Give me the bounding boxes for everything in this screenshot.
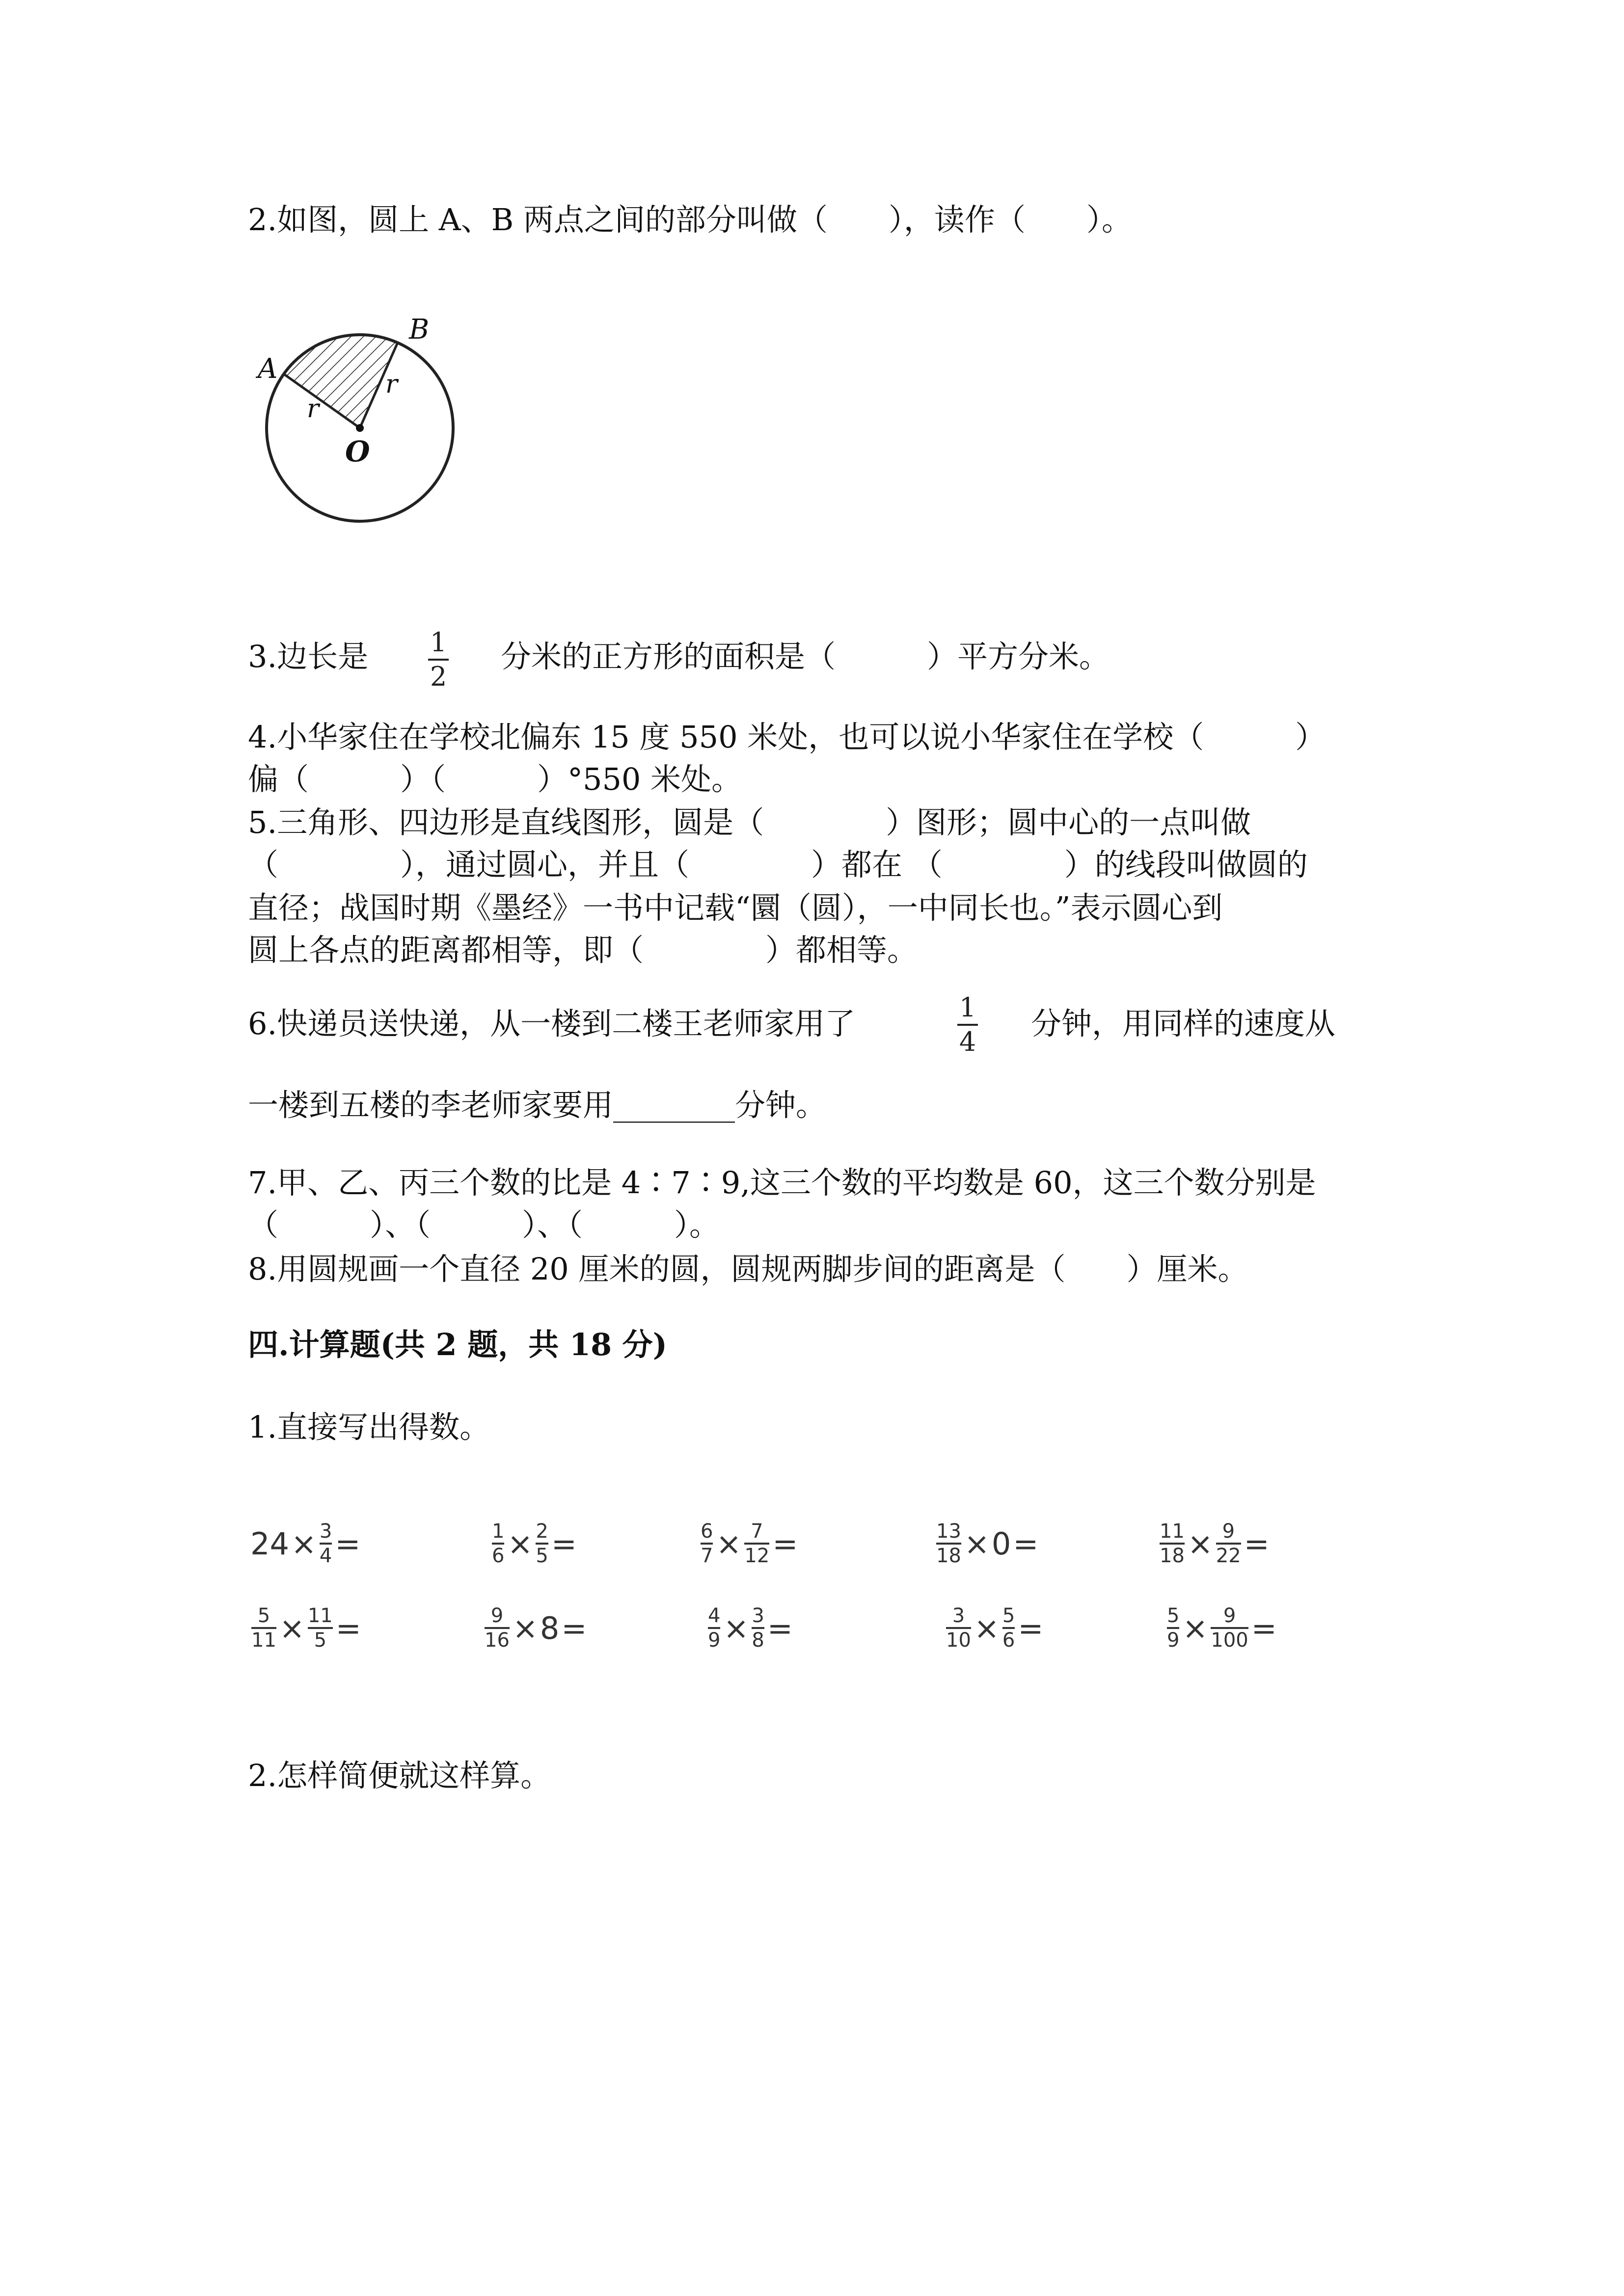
calc-item-r2c5: [1166, 1605, 1279, 1651]
operand-fraction: 3 8: [752, 1604, 764, 1652]
operand: 24: [250, 1525, 289, 1562]
equals-sign: =: [561, 1610, 587, 1646]
times-sign: ×: [1187, 1525, 1213, 1562]
question-4-line1: 4.小华家住在学校北偏东 15 度 550 米处，也可以说小华家住在学校（ ）: [248, 719, 1326, 755]
question-7-line1: 7.甲、乙、丙三个数的比是 4∶7∶9,这三个数的平均数是 60，这三个数分别是: [248, 1165, 1316, 1201]
times-sign: ×: [279, 1610, 305, 1646]
calc-item-r1c5: [1159, 1521, 1272, 1567]
operand-fraction: 4 9: [708, 1604, 721, 1652]
shaded-sector: [284, 335, 398, 428]
label-b: B: [409, 314, 430, 346]
times-sign: ×: [723, 1610, 749, 1646]
operand-fraction: 11 5: [307, 1604, 333, 1652]
equals-sign: =: [1244, 1525, 1270, 1562]
question-4-line2: 偏（ ）（ ）°550 米处。: [248, 761, 742, 797]
fraction-one-half: [428, 627, 449, 692]
fraction-denominator: 4: [959, 1026, 976, 1057]
operand-fraction: 5 9: [1167, 1604, 1180, 1652]
fraction-numerator: 1: [430, 627, 447, 658]
operand-fraction: 13 18: [936, 1520, 961, 1567]
question-8: 8.用圆规画一个直径 20 厘米的圆，圆规两脚步间的距离是（ ）厘米。: [248, 1251, 1248, 1287]
times-sign: ×: [974, 1610, 1000, 1646]
label-r-left: r: [307, 394, 319, 424]
operand-fraction: 6 7: [701, 1520, 713, 1567]
fraction-denominator: 2: [430, 661, 447, 692]
operand: 0: [991, 1525, 1011, 1562]
question-5-line4: 圆上各点的距离都相等，即（ ）都相等。: [248, 932, 918, 968]
question-7-line2: （ ）、（ ）、（ ）。: [248, 1207, 720, 1243]
operand-fraction: 5 11: [251, 1604, 276, 1652]
times-sign: ×: [716, 1525, 742, 1562]
operand-fraction: 9 100: [1211, 1604, 1248, 1652]
operand-fraction: 7 12: [744, 1520, 770, 1567]
label-r-right: r: [385, 370, 398, 399]
calc-item-r2c2: [484, 1605, 589, 1651]
equals-sign: =: [1251, 1610, 1277, 1646]
operand-fraction: 1 6: [492, 1520, 505, 1567]
question-5-line2: （ ），通过圆心，并且（ ）都在 （ ）的线段叫做圆的: [248, 847, 1308, 882]
operand-fraction: 2 5: [536, 1520, 548, 1567]
calc-item-r2c4: [945, 1605, 1045, 1651]
question-6-line2: 一楼到五楼的李老师家要用________分钟。: [248, 1087, 827, 1123]
section-4-title: 四.计算题(共 2 题，共 18 分): [248, 1327, 668, 1362]
question-3-before: 3.边长是: [248, 639, 369, 674]
center-point: [356, 424, 364, 432]
calc-item-r1c4: [935, 1521, 1040, 1567]
equals-sign: =: [1018, 1610, 1044, 1646]
label-a: A: [258, 353, 278, 385]
times-sign: ×: [512, 1610, 538, 1646]
times-sign: ×: [291, 1525, 317, 1562]
circle-sector-figure: [248, 314, 474, 530]
question-6-before: 6.快递员送快递，从一楼到二楼王老师家用了: [248, 1006, 856, 1041]
fraction-numerator: 1: [959, 992, 976, 1023]
calc-question-2: 2.怎样简便就这样算。: [248, 1758, 551, 1793]
equals-sign: =: [1013, 1525, 1039, 1562]
times-sign: ×: [964, 1525, 990, 1562]
calc-question-1: 1.直接写出得数。: [248, 1409, 490, 1445]
times-sign: ×: [1182, 1610, 1208, 1646]
operand: 8: [540, 1610, 560, 1646]
question-3-after: 分米的正方形的面积是（ ）平方分米。: [501, 639, 1110, 674]
equals-sign: =: [335, 1525, 361, 1562]
times-sign: ×: [507, 1525, 533, 1562]
question-5-line1: 5.三角形、四边形是直线图形，圆是（ ）图形；圆中心的一点叫做: [248, 804, 1251, 840]
label-o: O: [345, 435, 370, 468]
calc-item-r1c2: [491, 1521, 579, 1567]
question-5-line3: 直径；战国时期《墨经》一书中记载“圜（圆），一中同长也。”表示圆心到: [248, 890, 1223, 926]
calc-item-r2c3: [707, 1605, 795, 1651]
calc-item-r1c3: [700, 1521, 800, 1567]
operand-fraction: 9 16: [485, 1604, 510, 1652]
equals-sign: =: [335, 1610, 361, 1646]
calc-item-r1c1: [250, 1521, 362, 1567]
question-2: 2.如图，圆上 A、B 两点之间的部分叫做（ ），读作（ ）。: [248, 202, 1132, 238]
equals-sign: =: [551, 1525, 577, 1562]
equals-sign: =: [767, 1610, 793, 1646]
operand-fraction: 3 10: [946, 1604, 971, 1652]
operand-fraction: 5 6: [1002, 1604, 1015, 1652]
equals-sign: =: [772, 1525, 798, 1562]
fraction-one-quarter: [957, 992, 978, 1057]
operand-fraction: 11 18: [1160, 1520, 1185, 1567]
operand-fraction: 3 4: [319, 1520, 332, 1567]
calc-item-r2c1: [250, 1605, 363, 1651]
operand-fraction: 9 22: [1216, 1520, 1241, 1567]
question-6-after: 分钟，用同样的速度从: [1031, 1006, 1336, 1041]
